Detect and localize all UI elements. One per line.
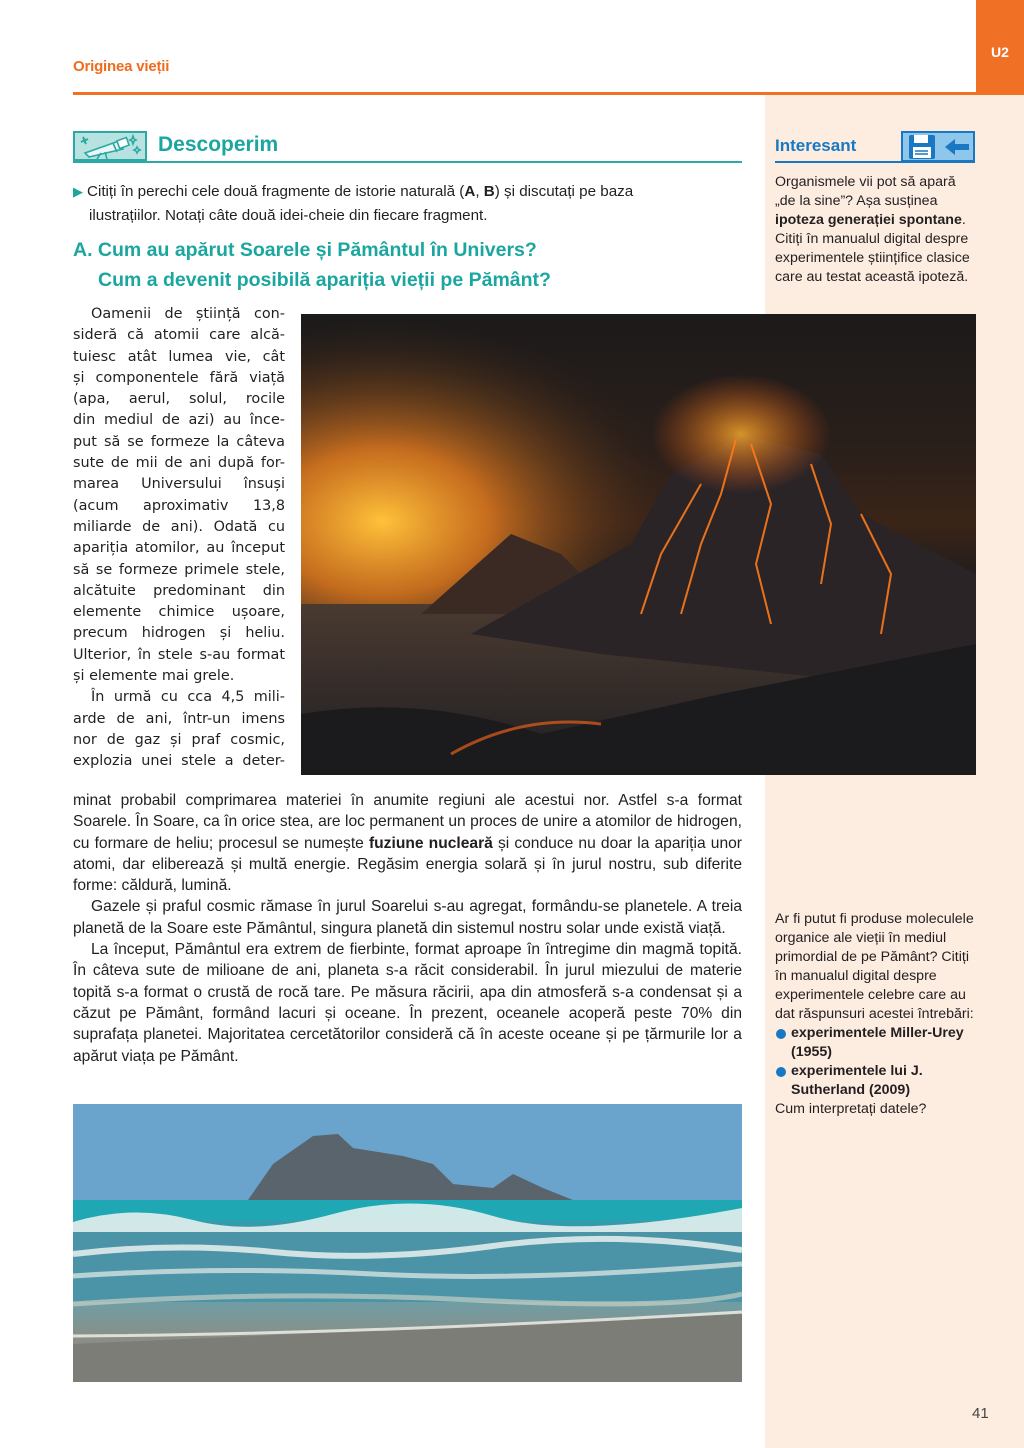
sidebar-heading-interesting: Interesant <box>775 136 857 155</box>
section-heading-discover: Descoperim <box>158 133 279 156</box>
text-line: și elemente mai grele. <box>73 668 235 685</box>
paragraph-2-continued <box>73 790 742 896</box>
text-line: (apa, aerul, solul, rocile <box>73 391 285 408</box>
bullet-miller-urey: experimentele Miller-Urey (1955) <box>775 1024 975 1062</box>
paragraph-2-start <box>73 687 285 772</box>
text-line: explozia unei stele a deter- <box>73 753 285 770</box>
running-head-title: Originea vieții <box>73 58 170 75</box>
text-run: . Citiți în manualul digital despre experimentele științifice clasice care au testat această ipoteză. <box>775 212 970 285</box>
section-a-title-line1: A. Cum au apărut Soarele și Pământul în Univers? <box>73 239 537 261</box>
instruction-part: Citiți în perechi cele două fragmente de istorie naturală ( <box>87 183 465 200</box>
text-line: sideră că atomii care alcă- <box>73 327 285 344</box>
text-line: În urmă cu cca 4,5 mili- <box>91 689 285 706</box>
discover-rule <box>73 161 742 163</box>
telescope-icon <box>73 131 147 161</box>
instruction-line-2: ilustrațiilor. Notați câte două idei-cheie din fiecare fragment. <box>89 207 488 224</box>
instruction-label-a: A <box>464 183 476 200</box>
text-line: să se formeze primele stele, <box>73 561 285 578</box>
triangle-bullet-icon: ▶ <box>73 184 83 199</box>
text-line: arde de ani, într-un imens <box>73 710 285 727</box>
text-line: și componentele fără viață <box>73 369 285 386</box>
text-line: Ulterior, în stele s-au format <box>73 646 285 663</box>
text-line: Oamenii de știință con- <box>91 306 285 322</box>
text-line: apariția atomilor, au început <box>73 540 285 557</box>
wide-text-column <box>73 790 742 1067</box>
unit-tab <box>976 0 1024 95</box>
paragraph-3: Gazele și praful cosmic rămase în jurul Soarelui s-au agregat, formându-se planetele. A treia planetă de la Soare este Pământul, singura planetă din sistemul nostru solar unde există viață. <box>73 898 742 937</box>
term-spontaneous-generation: ipoteza generației spontane <box>775 212 962 228</box>
narrow-text-column <box>73 304 285 773</box>
instruction-text <box>73 180 743 228</box>
instruction-part: ) și discutați pe baza <box>494 183 634 200</box>
experiments-intro: Ar fi putut fi produse moleculele organice ale vieții în mediul primordial de pe Pământ? Citiți în manualul digital despre experimentele celebre care au dat răspunsuri acestei întrebări: <box>775 911 974 1022</box>
ocean-shore-photo <box>73 1104 742 1382</box>
section-a-title-line2: Cum a devenit posibilă apariția vieții pe Pământ? <box>98 269 551 291</box>
text-line: put să se formeze la câteva <box>73 433 285 450</box>
term-nuclear-fusion: fuziune nucleară <box>368 834 493 852</box>
text-line: precum hidrogen și heliu. <box>73 625 285 642</box>
instruction-label-b: B <box>483 183 495 200</box>
bullet-sutherland: experimentele lui J. Sutherland (2009) <box>775 1062 975 1100</box>
text-run: și conduce nu doar la apariția unor atomi, dar eliberează și multă energie. Regăsim energia solară și în jurul nostru, sub diferite forme: căldură, lumină. <box>73 834 742 895</box>
floppy-disk-arrow-icon <box>901 131 975 162</box>
section-a-title <box>73 235 551 295</box>
text-line: din mediul de azi) au înce- <box>73 412 285 429</box>
interesting-box-text <box>775 173 975 287</box>
text-line: marea Universului însuși <box>73 476 285 493</box>
text-line: alcătuite predominant din <box>73 582 285 599</box>
text-line: tuiesc atât lumea vie, cât <box>73 348 285 365</box>
experiments-box <box>775 910 975 1119</box>
paragraph-4: La început, Pământul era extrem de fierbinte, format aproape în întregime din magmă topită. În câteva sute de milioane de ani, planeta s-a răcit considerabil. În jurul miezului de materie topită s-a format o crustă de rocă tare. Pe măsura răcirii, apa din atmosferă s-a condensat și a căzut pe Pământ, formând lacuri și oceane. În prezent, oceanele acoperă peste 70% din suprafața planetei. Majoritatea cercetătorilor consideră că în aceste oceane și pe țărmurile lor a apărut viața pe Pământ. <box>73 941 742 1065</box>
page-number: 41 <box>972 1405 989 1422</box>
volcano-illustration <box>301 314 976 775</box>
text-run: Organismele vii pot să apară „de la sine”? Așa susținea <box>775 174 956 209</box>
unit-tab-label: U2 <box>991 44 1009 60</box>
text-line: miliarde de ani). Odată cu <box>73 518 285 535</box>
instruction-part: , <box>475 183 484 200</box>
experiments-outro: Cum interpretați datele? <box>775 1101 927 1117</box>
text-line: (acum aproximativ 13,8 <box>73 497 285 514</box>
paragraph-1 <box>73 304 285 687</box>
text-line: nor de gaz și praf cosmic, <box>73 731 285 748</box>
text-line: elemente chimice ușoare, <box>73 604 285 621</box>
text-line: sute de mii de ani după for- <box>73 455 285 472</box>
text-run: minat probabil comprimarea materiei în anumite regiuni ale acestui nor. Astfel s-a format Soarele. În Soare, ca în orice stea, are loc permanent un proces de unire a atomilor de hidrogen, cu formare de heliu; procesul se numește <box>73 792 742 852</box>
